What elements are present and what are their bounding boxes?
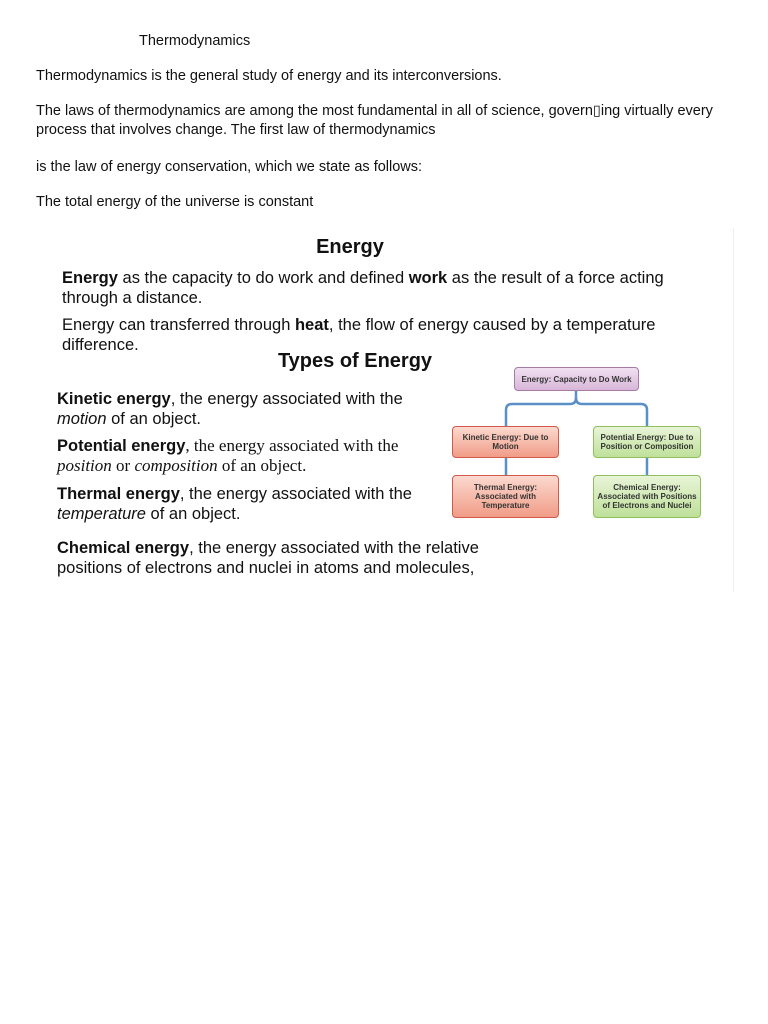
laws-paragraph: The laws of thermodynamics are among the most fundamental in all of science, govern▯ing virtually every process that involves change. The first law of thermodynamics [36,103,713,138]
potential-or-text: or [111,456,135,475]
constant-energy-statement: The total energy of the universe is constant [36,194,314,210]
work-term: work [408,269,448,287]
position-term: position [57,456,112,475]
diagram-box-energy: Energy: Capacity to Do Work [514,367,639,391]
thermal-text: , the energy associated with the [179,485,412,503]
chemical-text: , the energy associated with the relative positions of electrons and nuclei in atoms and molecules, [57,539,479,577]
slide-title: Energy [316,236,384,258]
connector-right [576,398,647,426]
connector-left [506,391,576,426]
chemical-term: Chemical energy [57,539,190,557]
diagram-box-potential: Potential Energy: Due to Position or Composition [593,426,701,458]
diagram-box-chemical: Chemical Energy: Associated with Positions of Electrons and Nuclei [593,475,701,518]
diagram-box-kinetic: Kinetic Energy: Due to Motion [452,426,559,458]
heat-definition [62,315,712,355]
kinetic-text-end: of an object. [106,410,202,428]
potential-energy-item [57,436,437,476]
diagram-box-thermal: Thermal Energy: Associated with Temperature [452,475,559,518]
work-definition-text: as the result of a force acting through a distance. [62,269,664,307]
kinetic-term: Kinetic energy [57,390,171,408]
composition-term: composition [134,456,218,475]
chemical-energy-item [57,538,517,578]
heat-intro-text: Energy can transferred through [62,316,295,334]
temperature-term: temperature [57,505,146,523]
motion-term: motion [57,410,107,428]
thermal-energy-item [57,484,437,524]
thermal-term: Thermal energy [57,485,180,503]
potential-text: , the energy associated with the [185,436,399,455]
energy-definition [62,268,712,308]
potential-text-end: of an object. [217,456,307,475]
energy-definition-text: as the capacity to do work and defined [117,269,409,287]
intro-paragraph: Thermodynamics is the general study of energy and its interconversions. [36,68,502,84]
energy-types-diagram [450,362,705,522]
document-title: Thermodynamics [139,33,251,49]
heat-term: heat [294,316,329,334]
heat-definition-text: , the flow of energy caused by a temperature difference. [62,316,656,354]
energy-slide-image [40,228,734,592]
kinetic-text: , the energy associated with the [170,390,403,408]
kinetic-energy-item [57,389,437,429]
types-of-energy-heading: Types of Energy [277,350,433,372]
energy-term: Energy [62,269,118,287]
conservation-paragraph: is the law of energy conservation, which we state as follows: [36,159,423,175]
potential-term: Potential energy [57,437,186,455]
thermal-text-end: of an object. [145,505,241,523]
